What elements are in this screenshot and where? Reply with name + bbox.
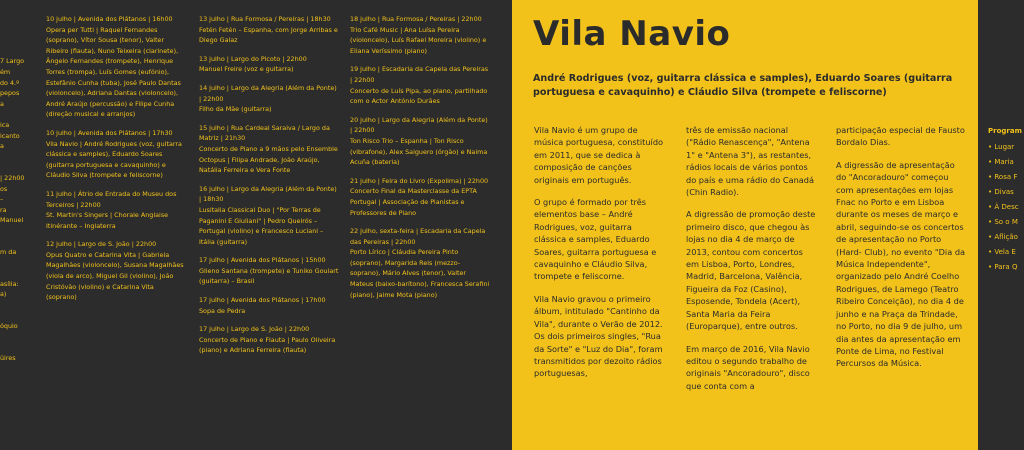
article-subtitle: André Rodrigues (voz, guitarra clássica e samples), Eduardo Soares (guitarra portuguesa e cavaquinho) e Cláudio Silva (trompete e feliscorne) (533, 73, 953, 98)
schedule-fragment-line: ra (0, 205, 7, 214)
schedule-fragment-line: üires (0, 354, 16, 362)
program-item-label: À Desc (994, 203, 1019, 211)
schedule-event (350, 64, 490, 106)
event-heading: 10 julho | Avenida dos Plátanos | 17h30 (46, 128, 173, 137)
program-item-label: Vela E (994, 248, 1016, 256)
program-heading: Program (988, 127, 1022, 135)
schedule-fragment-line: a (0, 99, 4, 108)
schedule-fragment-line: pepos (0, 89, 20, 98)
schedule-column-1 (46, 14, 186, 311)
event-heading: 20 julho | Largo da Alegria (Além da Ponte) | 22h00 (350, 115, 488, 135)
schedule-event (199, 184, 339, 248)
schedule-fragment-line (0, 311, 28, 322)
article-column-1 (534, 124, 664, 390)
schedule-event (199, 14, 339, 46)
article-column-3 (836, 124, 966, 380)
schedule-fragment-line: ém (0, 67, 11, 76)
schedule-fragment-line (0, 109, 28, 120)
event-heading: 13 julho | Rua Formosa / Pereiras | 18h30 (199, 15, 331, 23)
event-body: Sopa de Pedra (199, 306, 246, 315)
schedule-event (46, 189, 186, 231)
event-heading: 15 julho | Rua Cardeal Saraiva / Largo da Matriz | 21h30 (199, 123, 330, 143)
event-body: Porto Lírico | Cláudia Pereira Pinto (soprano), Margarida Reis (mezzo-soprano), Mário Alves (tenor), Valter Mateus (baixo-barítono), Francesca Serafini (piano), Jaime Mota (piano) (350, 248, 490, 299)
program-item: • Maria (988, 158, 1014, 166)
article-paragraph: participação especial de Fausto Bordalo Dias. (836, 125, 965, 148)
schedule-fragment-line: icanto (0, 131, 20, 140)
program-item-label: Para Q (994, 263, 1018, 271)
schedule-fragment-line (0, 25, 28, 36)
program-item: • So o M (988, 218, 1018, 226)
schedule-fragment-line: | 22h00 (0, 173, 25, 182)
event-body: Filho da Mãe (guitarra) (199, 105, 272, 114)
program-item-label: Divas (994, 188, 1014, 196)
event-body: Glieno Santana (trompete) e Tuniko Goulart (guitarra) – Brasil (199, 266, 339, 286)
schedule-event (46, 128, 186, 181)
schedule-fragment-line: os (0, 184, 8, 193)
event-heading: 19 julho | Escadaria da Capela das Pereiras | 22h00 (350, 65, 489, 84)
event-heading: 17 julho | Avenida dos Plátanos | 17h00 (199, 296, 326, 305)
event-heading: 13 julho | Largo do Picoto | 22h00 (199, 54, 307, 63)
article-paragraph: Vila Navio gravou o primeiro álbum, intitulado "Cantinho da Vila", durante o Verão de 2012. Os dois primeiros singles, "Rua da Sorte" e "Luz do Dia", foram transmitidos por dezoito rádios portuguesas, (534, 293, 663, 379)
schedule-event (350, 226, 490, 300)
schedule-event (350, 176, 490, 218)
event-heading: 22 julho, sexta-feira | Escadaria da Capela das Pereiras | 22h00 (350, 227, 486, 246)
schedule-fragment-line (0, 300, 28, 311)
program-item-label: So o M (994, 218, 1018, 226)
schedule-fragment-line: m da (0, 248, 17, 257)
schedule-fragment-line (0, 226, 28, 237)
schedule-column-2 (199, 14, 339, 364)
schedule-fragment-line (0, 35, 28, 46)
schedule-event (350, 14, 490, 56)
schedule-fragment-line (0, 162, 28, 173)
event-body: Concerto de Piano e Flauta | Paulo Oliveira (piano) e Adriana Ferreira (flauta) (199, 335, 336, 355)
schedule-fragment-line: óquio (0, 322, 18, 331)
event-body: Opera per Tutti | Raquel Fernandes (soprano), Vítor Sousa (tenor), Valter Ribeiro (flauta), Nuno Teixeira (clarinete), Ângelo Fernandes (trompete), Henrique Torres (trompa), Luís Gomes (eufónio), Estefânio Cunha (tuba), José Paulo Dantas (violoncelo), Adriana Dantas (violoncelo), André Araújo (percussão) e Filipe Cunha (direção musical e arranjos) (46, 25, 181, 119)
program-item: • Vela E (988, 248, 1016, 256)
program-item-label: Lugar (994, 143, 1015, 151)
schedule-fragment-line: asília: (0, 279, 19, 288)
program-item-label: Rosa F (994, 173, 1018, 181)
schedule-fragment-line: ica (0, 120, 10, 129)
schedule-fragment-line (0, 14, 28, 25)
event-body: Vila Navio | André Rodrigues (voz, guitarra clássica e samples), Eduardo Soares (guitarra portuguesa e cavaquinho) e Cláudio Silva (trompete e feliscorne) (46, 139, 182, 180)
schedule-event (199, 83, 339, 115)
event-body: Concerto de Luís Pipa, ao piano, partilhado com o Actor António Durães (350, 86, 488, 106)
schedule-fragment-line (0, 342, 28, 353)
program-item: • Rosa F (988, 173, 1018, 181)
article-paragraph: Vila Navio é um grupo de música portuguesa, constituído em 2011, que se dedica à composição de canções originais em português. (534, 125, 664, 185)
schedule-fragment-line (0, 46, 28, 57)
article-paragraph: A digressão de apresentação do "Ancoradouro" começou com apresentações em lojas Fnac no Porto e em Lisboa durante os meses de março e abril, seguindo-se os concertos de apresentação no Porto (Hard- Club), no evento "Dia da Música Independente", organizado pelo André Coelho Rodrigues, de Lamego (Teatro Ribeiro Conceição), no dia 4 de junho e na Praça da Trindade, no Porto, no dia 9 de julho, um dia antes da apresentação em Ponte de Lima, no Festival Percursos da Música. (836, 159, 966, 369)
schedule-fragment-line (0, 332, 28, 343)
event-heading: 21 julho | Feira do Livro (Expolima) | 22h00 (350, 176, 489, 185)
event-body: St. Martin's Singers | Chorale Anglaise Itinérante – Inglaterra (46, 211, 169, 230)
schedule-fragment-line (0, 236, 28, 247)
program-item: • Aflição (988, 233, 1018, 241)
article-paragraph: três de emissão nacional ("Rádio Renascença", "Antena 1" e "Antena 3"), as restantes, rádios locais de vários pontos do país e uma rádio do Canadá (Chin Radio). (686, 125, 815, 198)
event-heading: 16 julho | Largo da Alegria (Além da Ponte) | 18h30 (199, 184, 337, 204)
schedule-event (199, 255, 339, 287)
event-heading: 17 julho | Largo de S. João | 22h00 (199, 325, 310, 334)
event-heading: 18 julho | Rua Formosa / Pereiras | 22h00 (350, 15, 482, 23)
schedule-column-3 (350, 14, 490, 308)
schedule-event (199, 54, 339, 75)
event-heading: 14 julho | Largo da Alegria (Além da Ponte) | 22h00 (199, 83, 337, 103)
program-item-label: Aflição (994, 233, 1018, 241)
schedule-fragment-line: a (0, 142, 4, 151)
program-item: • Lugar (988, 143, 1015, 151)
schedule-fragment-line: Manuel (0, 216, 24, 225)
schedule-event (199, 324, 339, 356)
schedule-fragment-line (0, 258, 28, 269)
event-body: Fetén Fetén – Espanha, com Jorge Arribas e Diego Galaz (199, 25, 338, 45)
schedule-fragment-column (0, 14, 28, 364)
schedule-fragment-line: – (0, 195, 4, 204)
schedule-fragment-line: a) (0, 290, 7, 299)
event-body: Concerto de Piano a 9 mãos pelo Ensemble Octopus | Filipa Andrade, João Araújo, Natália Ferreira e Vera Fonte (199, 144, 338, 175)
article-title: Vila Navio (533, 14, 731, 54)
event-body: Ton Risco Trio – Espanha | Ton Risco (vibrafone), Alex Salguero (órgão) e Naima Acuña (bateria) (350, 136, 488, 167)
article-column-2 (686, 124, 816, 402)
article-paragraph: Em março de 2016, Vila Navio editou o segundo trabalho de originais "Ancoradouro", disco que conta com a (686, 343, 810, 391)
event-heading: 10 julho | Avenida dos Plátanos | 16h00 (46, 15, 173, 23)
schedule-fragment-line (0, 268, 28, 279)
schedule-fragment-line: do 4.º (0, 78, 20, 87)
schedule-event (46, 239, 186, 303)
program-item-label: Maria (994, 158, 1014, 166)
event-heading: 11 julho | Átrio de Entrada do Museu dos Terceiros | 22h00 (46, 189, 177, 209)
event-heading: 17 julho | Avenida dos Plátanos | 15h00 (199, 256, 326, 265)
program-item: • À Desc (988, 203, 1019, 211)
schedule-event (46, 14, 186, 120)
program-strip (988, 124, 1024, 275)
article-paragraph: A digressão de promoção deste primeiro disco, que chegou às lojas no dia 4 de março de 2013, contou com concertos em Lisboa, Porto, Londres, Madrid, Barcelona, Valência, Figueira da Foz (Casino), Esposende, Tondela (Acert), Santa Maria da Feira (Europarque), entre outros. (686, 209, 816, 332)
program-list (988, 140, 1024, 275)
schedule-event (199, 295, 339, 316)
schedule-fragment-line (0, 152, 28, 163)
event-heading: 12 julho | Largo de S. João | 22h00 (46, 240, 157, 249)
schedule-event (350, 115, 490, 168)
event-body: Opus Quatro e Catarina Vita | Gabriela Magalhães (violoncelo), Susana Magalhães (viola de arco), Miguel Gil (violino), João Cristóvão (violino) e Catarina Vita (soprano) (46, 250, 184, 302)
schedule-fragment-line: 7 Largo (0, 57, 25, 66)
event-body: Lusitalia Classical Duo | "Por Terras de Paganini E Giuliani" | Pedro Queirós – Portugal (violino) e Francesco Luciani – Itália (guitarra) (199, 205, 324, 246)
schedule-event (199, 123, 339, 176)
program-item: • Para Q (988, 263, 1018, 271)
event-body: Manuel Freire (voz e guitarra) (199, 65, 294, 74)
article-paragraph: O grupo é formado por três elementos base – André Rodrigues, voz, guitarra clássica e samples, Eduardo Soares, guitarra portuguesa e cavaquinho e Cláudio Silva, trompete e feliscorne. (534, 197, 657, 282)
event-body: Trio Café Music | Ana Luísa Pereira (violoncelo), Luís Rafael Moreira (violino) e Eliana Veríssimo (piano) (350, 25, 487, 55)
event-body: Concerto Final da Masterclasse da EPTA Portugal | Associação de Pianistas e Professores de Piano (350, 187, 477, 217)
program-item: • Divas (988, 188, 1014, 196)
